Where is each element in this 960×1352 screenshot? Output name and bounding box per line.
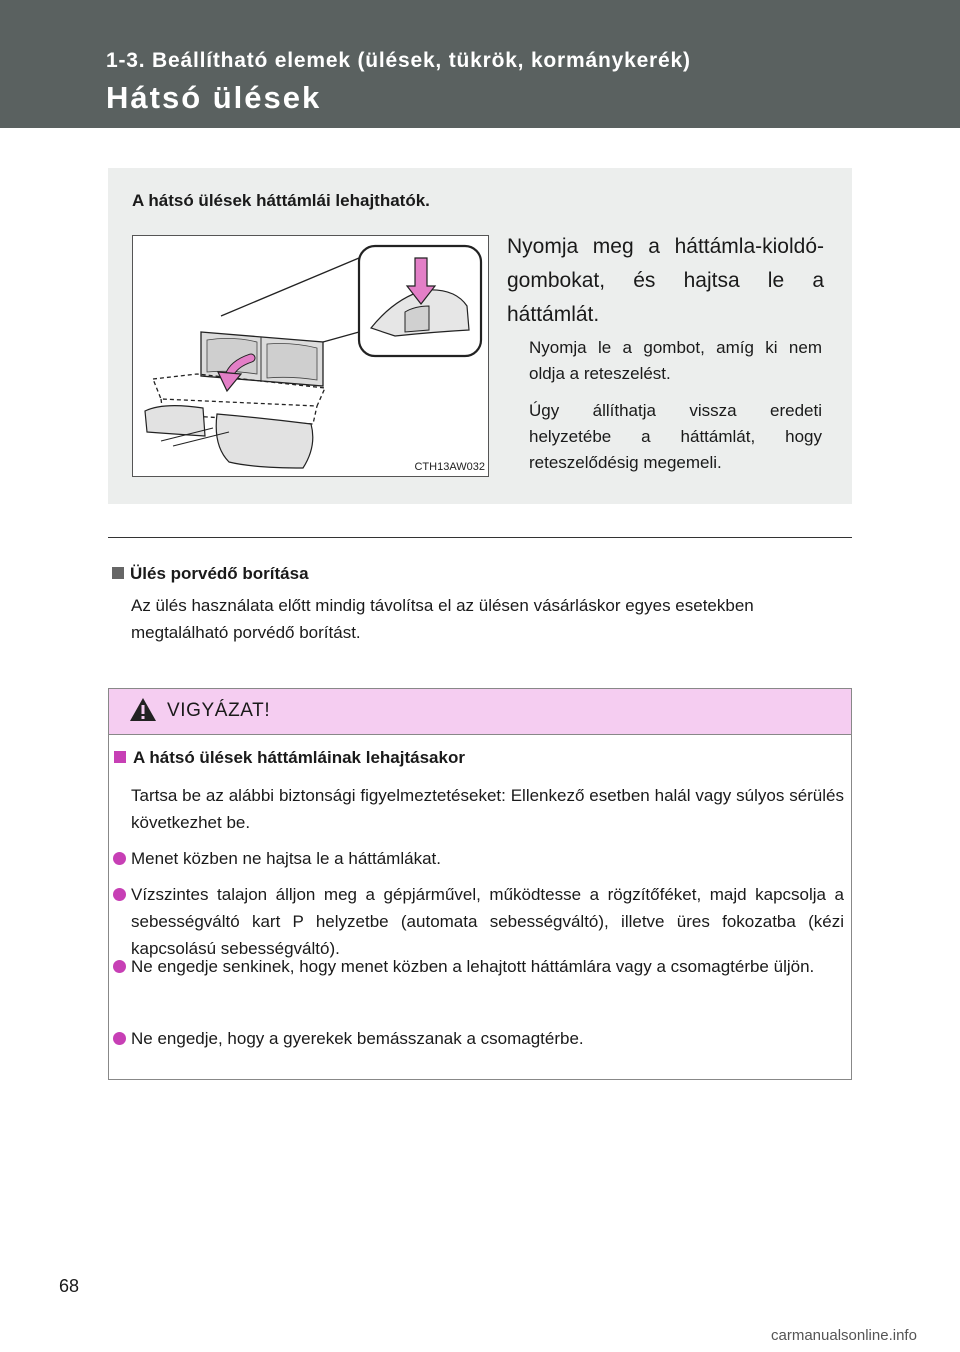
caution-intro: Tartsa be az alábbi biztonsági figyelmeztetéseket: Ellenkező esetben halál vagy súlyos sérülés következhet be.: [131, 786, 844, 832]
intro-box: [108, 168, 852, 504]
instruction-sub-2: Úgy állíthatja vissza eredeti helyzetébe a háttámlát, hogy reteszelődésig megemeli.: [529, 401, 822, 472]
figure-code: CTH13AW032: [414, 461, 485, 473]
circle-bullet-icon: [113, 852, 126, 865]
caution-heading-text: A hátsó ülések háttámláinak lehajtásakor: [133, 748, 465, 767]
note-heading-text: Ülés porvédő borítása: [130, 564, 309, 583]
caution-box: [108, 688, 852, 1080]
caution-bar: [109, 689, 851, 735]
divider-line: [108, 537, 852, 538]
caution-label: VIGYÁZAT!: [167, 700, 271, 721]
section-title: 1-3. Beállítható elemek (ülések, tükrök, kormánykerék): [106, 49, 691, 72]
circle-bullet-icon: [113, 888, 126, 901]
circle-bullet-icon: [113, 1032, 126, 1045]
page-title: Hátsó ülések: [106, 80, 322, 115]
caution-bullet-text: Ne engedje, hogy a gyerekek bemásszanak a csomagtérbe.: [131, 1029, 584, 1048]
intro-heading: A hátsó ülések háttámlái lehajthatók.: [132, 191, 430, 210]
square-bullet-icon: [112, 567, 124, 579]
circle-bullet-icon: [113, 960, 126, 973]
caution-bullet-text: Ne engedje senkinek, hogy menet közben a lehajtott háttámlára vagy a csomagtérbe üljön.: [131, 957, 815, 976]
watermark: carmanualsonline.info: [771, 1327, 917, 1344]
caution-heading: [114, 748, 465, 768]
page-header: [0, 0, 960, 128]
instruction-sub-1: Nyomja le a gombot, amíg ki nem oldja a reteszelést.: [529, 338, 822, 383]
warning-icon: [129, 697, 157, 723]
instruction-text: Nyomja meg a háttámla-kioldó-gombokat, és hajtsa le a háttámlát.: [507, 235, 824, 326]
square-bullet-icon: [114, 751, 126, 763]
note-heading: [112, 564, 309, 584]
page-number: 68: [59, 1276, 80, 1296]
caution-bullet-text: Vízszintes talajon álljon meg a gépjárművel, működtesse a rögzítőféket, majd kapcsolja a sebességváltó kart P helyzetbe (automata sebességváltó), illetve üres fokozatba (kézi kapcsolású sebességváltó).: [131, 885, 844, 958]
seat-illustration: [132, 235, 489, 477]
caution-bullet-text: Menet közben ne hajtsa le a háttámlákat.: [131, 849, 441, 868]
note-body: Az ülés használata előtt mindig távolítsa el az ülésen vásárláskor egyes esetekben megtalálható porvédő borítást.: [131, 596, 754, 642]
rear-seat-drawing: [133, 236, 488, 476]
